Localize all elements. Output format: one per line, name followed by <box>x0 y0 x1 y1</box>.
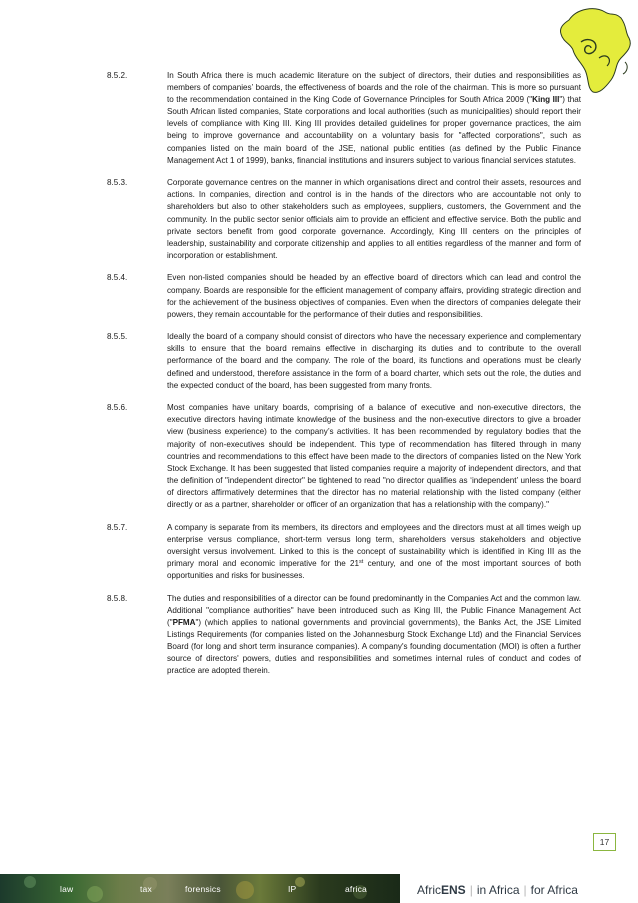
section-text <box>167 272 581 320</box>
text-run: A company is separate from its members, its directors and employees and the directors must at all times weigh up enterprise versus compliance, short-term versus long term, shareholders versus stakeholders and objective oversight versus involvement. Linked to this is the concept of sustainability which is identified in King III as the primary moral and economic imperative for the 21 <box>167 522 581 568</box>
section-text <box>167 331 581 391</box>
text-run: Corporate governance centres on the manner in which organisations direct and control their assets, resources and actions. In companies, direction and control is in the hands of the directors who are accountable not only to shareholders but also to other stakeholders such as employees, suppliers, customers, the Government and the community. In the public sector senior officials aim to provide an efficient and effective service. Both the public and private sectors benefit from good corporate governance. Accordingly, King III centers on the principles of leadership, sustainability and corporate citizenship and applies to all entities regardless of the manner and form of incorporation or establishment. <box>167 178 581 260</box>
section-number: 8.5.2. <box>107 71 128 80</box>
footer-segment-ip: IP <box>288 884 297 894</box>
section-paragraph <box>107 593 581 678</box>
footer-segment-forensics: forensics <box>185 884 221 894</box>
section-text <box>167 593 581 678</box>
section-text <box>167 177 581 262</box>
page-number: 17 <box>593 833 616 851</box>
section-paragraph <box>107 402 581 511</box>
document-body <box>107 70 581 688</box>
text-run: The duties and responsibilities of a director can be found predominantly in the Companies Act and the common law. Additional "compliance authorities" have been introduced such as King III, the Public Finance Management Act (" <box>167 593 581 627</box>
section-number: 8.5.4. <box>107 273 128 283</box>
text-run: Most companies have unitary boards, comprising of a balance of executive and non-executive directors, the executive directors having intimate knowledge of the business and the non-executive directors to give a broader view (business experience) to the company’s activities. It has been recommended by regulatory bodies that the majority of non-executives should be independent. This type of recommendation has filtered through in many countries and recommendations to this effect have been made to the directors of companies listed on the New York Stock Exchange. It has been suggested that listed companies require a majority of independent directors, and that the definition of "independent director" be tightened to read "no director qualifies as ‘independent’ unless the board of directors affirmatively determines that the director has no material relationship with the listed company (either directly or as a partner, shareholder or officer of an organization that has a relationship with the company)." <box>167 403 581 509</box>
section-text <box>167 70 581 167</box>
defined-term: King III <box>532 95 560 105</box>
brand-in-africa: in Africa <box>476 883 520 897</box>
footer-segment-law: law <box>60 884 74 894</box>
section-number: 8.5.3. <box>107 178 128 188</box>
section-paragraph <box>107 70 581 167</box>
text-run: ") that South African listed companies, State corporations and local authorities (such as municipalities) should report their levels of compliance with King III. King III provides detailed guidelines for proper governance practices, the aim being to improve governance and accountability on a voluntary basis for "affected corporations", such as companies listed on the main board of the JSE, national public entities (as defined by the Public Finance Management Act 1 of 1999), banks, financial institutions and insurers subject to various financial services statutes. <box>167 95 581 165</box>
footer-banner <box>0 874 400 903</box>
text-run: In South Africa there is much academic literature on the subject of directors, their duties and responsibilities as members of companies’ boards, the effectiveness of boards and the role of the chairman. This is more so pursuant to the recommendation contained in the King Code of Governance Principles for South Africa 2009 (" <box>167 71 581 105</box>
footer-segment-tax: tax <box>140 884 152 894</box>
text-run: Ideally the board of a company should consist of directors who have the necessary experience and complementary skills to ensure that the board remains effective in discharging its duties and to contribute to the overall performance of the board and the company. The role of the board, its functions and operations must be clearly defined and understood, therefore assistance in the form of a board charter, which sets out the role, the duties and the expected conduct of the board, has been suggested from many fronts. <box>167 332 581 390</box>
text-run: ") (which applies to national governments and provincial governments), the Banks Act, the JSE Limited Listings Requirements (for companies listed on the Johannesburg Stock Exchange Ltd) and the Financial Services Board (for long and short term insurance companies). A company's founding documentation (MOI) is often a further source of directors' powers, duties and responsibilities and sometimes internal rules of conduct and codes of practice are adopted therein. <box>167 617 581 676</box>
brand-separator-2: | <box>523 883 527 897</box>
section-number: 8.5.6. <box>107 403 128 413</box>
section-paragraph <box>107 331 581 391</box>
text-run: century, and one of the most important sources of both opportunities and risks for businesses. <box>167 558 581 580</box>
footer-segment-africa: africa <box>345 884 367 894</box>
brand-tagline <box>417 880 578 900</box>
section-number: 8.5.5. <box>107 332 128 342</box>
section-number: 8.5.8. <box>107 593 128 603</box>
brand-for-africa: for Africa <box>530 883 578 897</box>
section-number: 8.5.7. <box>107 522 128 532</box>
section-text <box>167 402 581 511</box>
section-text <box>167 522 581 582</box>
brand-separator-1: | <box>469 883 473 897</box>
brand-prefix: Afric <box>417 883 441 897</box>
section-paragraph <box>107 272 581 320</box>
brand-bold: ENS <box>441 883 466 897</box>
section-paragraph <box>107 177 581 262</box>
defined-term: PFMA <box>172 617 196 627</box>
ordinal-superscript: st <box>359 558 364 565</box>
section-paragraph <box>107 522 581 582</box>
text-run: Even non-listed companies should be headed by an effective board of directors which can lead and control the company. Boards are responsible for the efficient management of company affairs, providing strategic direction and for the achievement of the business objectives of companies. Even when the directors of companies delegate their powers, they remain accountable for the performance of their duties and responsibilities. <box>167 273 581 319</box>
